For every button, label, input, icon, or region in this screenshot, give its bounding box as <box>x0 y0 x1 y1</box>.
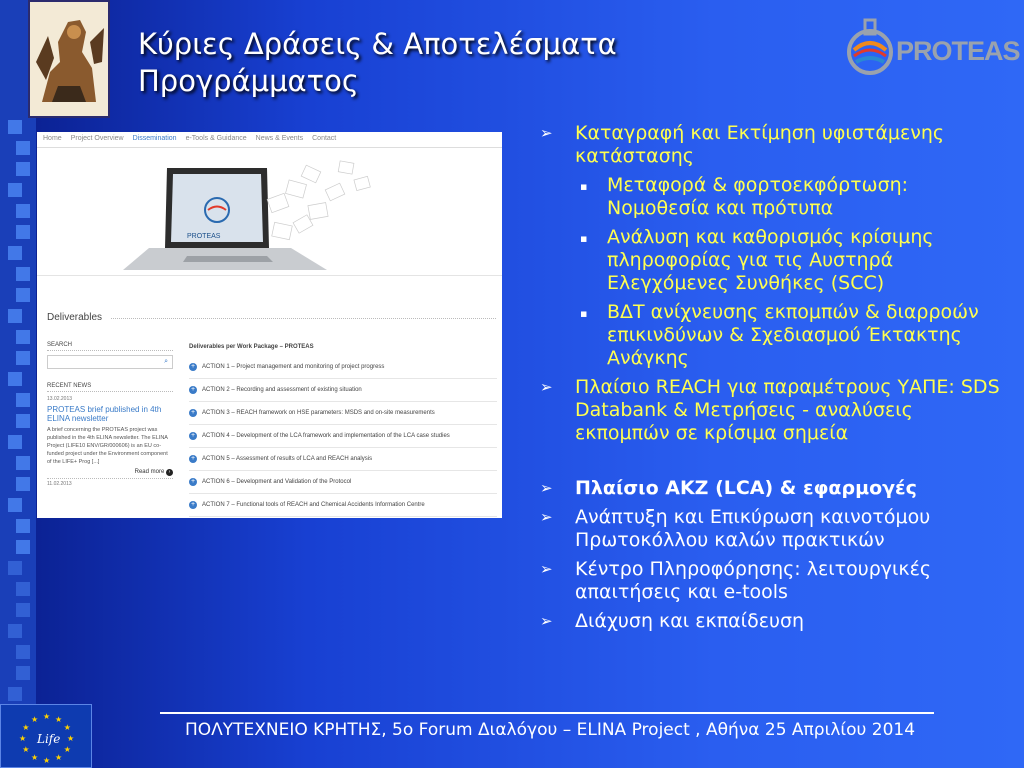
website-nav-item[interactable]: Project Overview <box>70 135 124 142</box>
decorative-square <box>16 603 30 617</box>
news-body: A brief concerning the PROTEAS project was published in the 4th ELINA newsletter. The ELINA Project (LIFE10 ENV/GR/000606) is an EU co-funded project under the Environment component of the LIFE+ Prog [...] <box>47 427 168 465</box>
title-line-1: Κύριες Δράσεις & Αποτελέσματα <box>138 27 617 61</box>
spacer <box>540 451 1010 477</box>
star-icon: ★ <box>22 723 30 732</box>
plus-icon: + <box>190 386 196 393</box>
website-nav <box>37 132 502 148</box>
star-icon: ★ <box>31 714 39 724</box>
star-icon: ★ <box>43 712 51 721</box>
table-row[interactable] <box>189 471 497 494</box>
action-label: ACTION 5 – Assessment of results of LCA and REACH analysis <box>202 456 373 462</box>
action-label: ACTION 7 – Functional tools of REACH and Chemical Accidents Information Centre <box>202 502 425 508</box>
bullet-text: Πλαίσιο REACH για παραμέτρους ΥΑΠΕ: SDS Databank & Μετρήσεις - αναλύσεις εκπομπών σε κρίσιμα σημεία <box>575 376 1000 444</box>
table-row[interactable] <box>189 425 497 448</box>
decorative-square <box>16 414 30 428</box>
decorative-square <box>16 519 30 533</box>
decorative-square <box>16 645 30 659</box>
bullet-item <box>540 506 1010 552</box>
decorative-square <box>8 183 22 197</box>
website-nav-item[interactable]: News & Events <box>255 135 304 142</box>
decorative-square <box>16 540 30 554</box>
plus-icon: + <box>190 432 196 439</box>
arrow-bullet-icon: ➢ <box>540 508 553 526</box>
news-title-link[interactable]: PROTEAS brief published in 4th ELINA newsletter <box>47 405 162 423</box>
bullet-list <box>540 122 1010 639</box>
deliverables-heading: Deliverables <box>47 312 103 323</box>
plus-icon: + <box>190 363 196 370</box>
decorative-square <box>8 372 22 386</box>
decorative-square <box>16 582 30 596</box>
bullet-item <box>540 477 1010 500</box>
search-icon[interactable]: ⌕ <box>164 358 168 365</box>
bullet-text: Πλαίσιο ΑΚΖ (LCA) & εφαρμογές <box>575 477 917 499</box>
plus-icon: + <box>190 409 196 416</box>
table-row[interactable] <box>189 402 497 425</box>
search-input[interactable] <box>47 355 173 369</box>
slide-title <box>138 26 698 100</box>
bullet-item <box>540 558 1010 604</box>
footer-text: ΠΟΛΥΤΕΧΝΕΙΟ ΚΡΗΤΗΣ, 5ο Forum Διαλόγου – ELINA Project , Αθήνα 25 Απριλίου 2014 <box>184 720 916 740</box>
decorative-square <box>16 288 30 302</box>
decorative-square <box>16 141 30 155</box>
website-nav-item[interactable]: Home <box>43 135 62 142</box>
bullet-item <box>540 122 1010 168</box>
divider <box>111 318 496 319</box>
decorative-square <box>16 225 30 239</box>
website-hero <box>37 148 502 276</box>
plus-icon: + <box>190 455 196 462</box>
sub-bullet-item <box>540 301 1010 370</box>
star-icon: ★ <box>67 734 75 743</box>
recent-news-label: RECENT NEWS <box>47 383 173 392</box>
footer-rule <box>160 712 934 714</box>
logo-text: PROTEAS <box>896 36 1020 66</box>
square-bullet-icon: ▪ <box>580 232 588 245</box>
decorative-square <box>16 204 30 218</box>
star-icon: ★ <box>55 714 63 724</box>
hero-logo-text: PROTEAS <box>187 233 221 240</box>
arrow-bullet-icon: ➢ <box>540 479 553 497</box>
bullet-text: Κέντρο Πληροφόρησης: λειτουργικές απαιτήσεις και e-tools <box>575 558 932 603</box>
deliverables-table <box>189 344 497 517</box>
decorative-square <box>8 624 22 638</box>
website-screenshot <box>37 132 502 518</box>
decorative-square <box>8 435 22 449</box>
action-label: ACTION 1 – Project management and monitoring of project progress <box>202 364 385 370</box>
bullet-text: Μεταφορά & φορτοεκφόρτωση: Νομοθεσία και πρότυπα <box>607 174 909 219</box>
star-icon: ★ <box>63 745 71 754</box>
bullet-text: Ανάπτυξη και Επικύρωση καινοτόμου Πρωτοκόλλου καλών πρακτικών <box>575 506 931 551</box>
decorative-square <box>8 120 22 134</box>
decorative-square <box>8 687 22 701</box>
read-more-link[interactable] <box>47 469 173 476</box>
bullet-text: Ανάλυση και καθορισμός κρίσιμης πληροφορίας για τις Αυστηρά Ελεγχόμενες Συνθήκες (SCC) <box>607 226 934 294</box>
table-row[interactable] <box>189 356 497 379</box>
star-icon: ★ <box>55 753 63 763</box>
bullet-text: Καταγραφή και Εκτίμηση υφιστάμενης κατάστασης <box>575 122 945 167</box>
decorative-square <box>8 246 22 260</box>
square-bullet-icon: ▪ <box>580 307 588 320</box>
search-label: SEARCH <box>47 342 173 351</box>
decorative-square <box>16 666 30 680</box>
eu-logo-text: Life <box>37 732 61 746</box>
website-nav-item[interactable]: e-Tools & Guidance <box>185 135 247 142</box>
title-line-2: Προγράμματος <box>138 64 359 98</box>
decorative-square <box>16 351 30 365</box>
decorative-square <box>16 393 30 407</box>
bullet-item <box>540 376 1010 445</box>
decorative-square <box>16 267 30 281</box>
website-nav-item[interactable]: Dissemination <box>132 135 177 142</box>
read-more-label: Read more <box>134 469 165 475</box>
square-bullet-icon: ▪ <box>580 180 588 193</box>
plus-icon: + <box>190 501 196 508</box>
table-header: Deliverables per Work Package – PROTEAS <box>189 344 314 350</box>
decorative-square <box>16 330 30 344</box>
decorative-square <box>8 309 22 323</box>
decorative-square <box>16 477 30 491</box>
bullet-item <box>540 610 1010 633</box>
website-nav-item[interactable]: Contact <box>312 135 337 142</box>
table-row[interactable] <box>189 379 497 402</box>
news-date-2: 11.02.2013 <box>47 478 173 487</box>
table-row[interactable] <box>189 448 497 471</box>
sub-bullet-item <box>540 174 1010 220</box>
action-label: ACTION 4 – Development of the LCA framework and implementation of the LCA case studies <box>202 433 450 439</box>
arrow-bullet-icon: ➢ <box>540 124 553 142</box>
decorative-square <box>8 561 22 575</box>
decorative-square <box>8 498 22 512</box>
laptop-illustration <box>37 148 502 276</box>
proteas-logo <box>846 14 1024 78</box>
decorative-square <box>16 456 30 470</box>
arrow-bullet-icon: ➢ <box>540 378 553 396</box>
bullet-text: Διάχυση και εκπαίδευση <box>575 610 805 632</box>
eu-life-logo <box>0 704 92 768</box>
star-icon: ★ <box>22 745 30 754</box>
action-label: ACTION 3 – REACH framework on HSE parameters: MSDS and on-site measurements <box>202 410 435 416</box>
star-icon: ★ <box>43 756 51 765</box>
arrow-bullet-icon: ➢ <box>540 560 553 578</box>
decorative-square <box>16 162 30 176</box>
table-row[interactable] <box>189 494 497 517</box>
plus-icon: + <box>190 478 196 485</box>
action-label: ACTION 2 – Recording and assessment of existing situation <box>202 387 362 393</box>
star-icon: ★ <box>31 753 39 763</box>
action-label: ACTION 6 – Development and Validation of the Protocol <box>202 479 352 485</box>
sub-bullet-item <box>540 226 1010 295</box>
star-icon: ★ <box>63 723 71 732</box>
arrow-right-icon: › <box>166 469 173 476</box>
actions-list <box>189 356 497 517</box>
flask-icon <box>846 14 896 78</box>
website-sidebar <box>47 342 173 487</box>
star-icon: ★ <box>19 734 27 743</box>
news-date: 13.02.2013 <box>47 396 73 402</box>
bullet-text: ΒΔΤ ανίχνευσης εκπομπών & διαρροών επικινδύνων & Σχεδιασμού Έκτακτης Ανάγκης <box>607 301 979 369</box>
university-crest-logo <box>28 0 110 118</box>
arrow-bullet-icon: ➢ <box>540 612 553 630</box>
